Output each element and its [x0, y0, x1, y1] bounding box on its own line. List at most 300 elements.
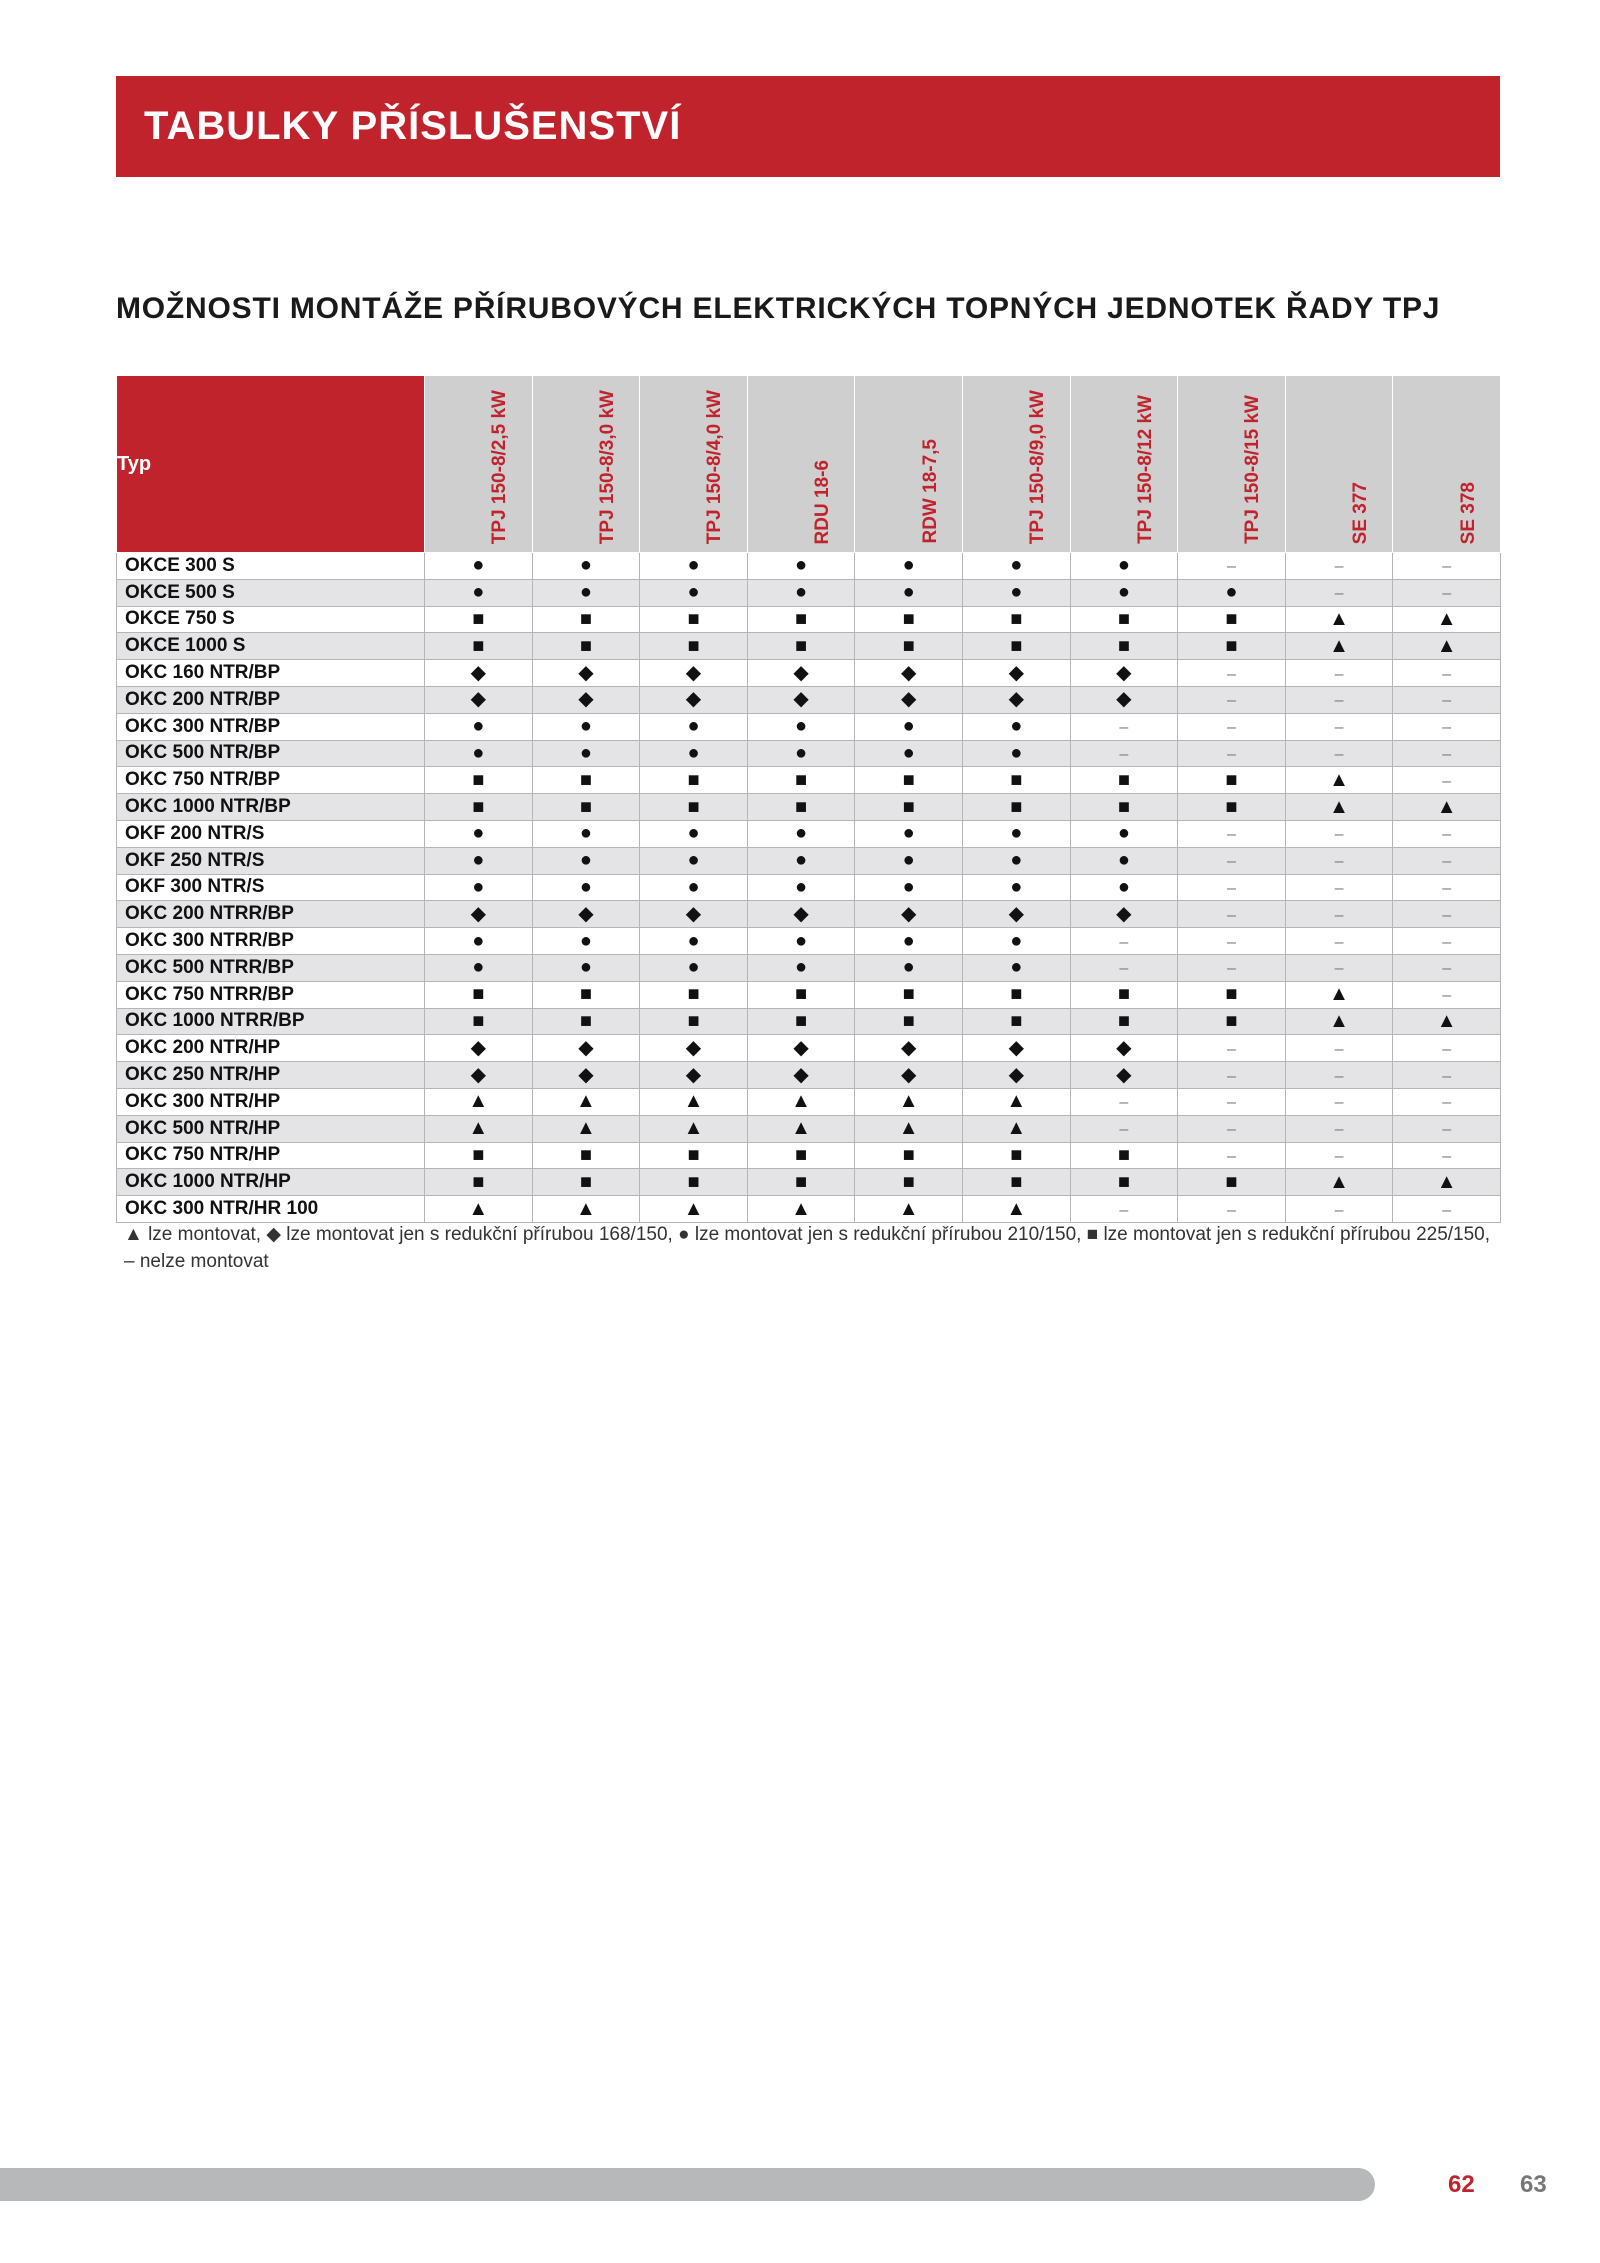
compatibility-cell: [1070, 874, 1178, 901]
page-number-right: 63: [1520, 2171, 1547, 2198]
compatibility-symbol: ●: [579, 554, 592, 577]
compatibility-cell: [640, 606, 748, 633]
compatibility-symbol: ●: [472, 822, 485, 845]
row-type-label: OKC 200 NTRR/BP: [117, 901, 425, 928]
compatibility-symbol: ■: [902, 983, 915, 1006]
compatibility-cell: [855, 686, 963, 713]
compatibility-cell: [532, 1008, 640, 1035]
table-row: [117, 713, 1501, 740]
compatibility-symbol: ■: [902, 768, 915, 791]
compatibility-symbol: ◆: [1008, 661, 1024, 684]
compatibility-cell: [425, 633, 533, 660]
compatibility-cell: [855, 794, 963, 821]
compatibility-cell: [747, 847, 855, 874]
compatibility-symbol: ▲: [1329, 607, 1349, 630]
compatibility-symbol: ◆: [685, 661, 702, 684]
compatibility-symbol: –: [1334, 1067, 1344, 1085]
compatibility-cell: [532, 874, 640, 901]
compatibility-cell: [532, 901, 640, 928]
compatibility-symbol: ●: [1117, 581, 1130, 604]
compatibility-cell: [1285, 1062, 1393, 1089]
compatibility-cell: [1178, 928, 1286, 955]
compatibility-symbol: ■: [579, 795, 592, 818]
compatibility-symbol: ●: [1010, 849, 1023, 872]
compatibility-symbol: ◆: [470, 1036, 486, 1059]
compatibility-cell: [747, 1142, 855, 1169]
compatibility-symbol: ▲: [1436, 607, 1457, 630]
compatibility-cell: [532, 847, 640, 874]
compatibility-cell: [640, 767, 748, 794]
compatibility-cell: [962, 1088, 1070, 1115]
compatibility-cell: [962, 1169, 1070, 1196]
compatibility-symbol: ■: [1117, 1009, 1130, 1032]
compatibility-symbol: –: [1227, 745, 1236, 763]
compatibility-symbol: –: [1442, 692, 1452, 710]
compatibility-cell: [1178, 660, 1286, 687]
compatibility-cell: [1393, 981, 1501, 1008]
compatibility-symbol: ■: [472, 607, 485, 630]
compatibility-cell: [425, 686, 533, 713]
compatibility-cell: [1393, 1142, 1501, 1169]
compatibility-cell: [1285, 633, 1393, 660]
compatibility-cell: [855, 874, 963, 901]
compatibility-cell: [1285, 713, 1393, 740]
compatibility-cell: [855, 1142, 963, 1169]
compatibility-symbol: ■: [1117, 607, 1130, 630]
compatibility-symbol: ●: [902, 875, 915, 898]
compatibility-symbol: ■: [902, 795, 915, 818]
compatibility-symbol: ◆: [793, 902, 809, 925]
compatibility-cell: [1393, 794, 1501, 821]
compatibility-symbol: ▲: [1436, 634, 1457, 657]
compatibility-cell: [1393, 767, 1501, 794]
compatibility-symbol: ●: [1010, 741, 1023, 764]
compatibility-cell: [640, 794, 748, 821]
compatibility-symbol: ●: [795, 554, 808, 577]
compatibility-symbol: ■: [472, 634, 485, 657]
row-type-label: OKC 300 NTR/HP: [117, 1088, 425, 1115]
compatibility-symbol: ●: [472, 741, 485, 764]
compatibility-symbol: ■: [472, 1170, 485, 1193]
compatibility-cell: [1393, 713, 1501, 740]
compatibility-cell: [1285, 767, 1393, 794]
compatibility-symbol: ▲: [468, 1090, 489, 1113]
compatibility-symbol: –: [1334, 853, 1344, 871]
compatibility-cell: [532, 660, 640, 687]
table-row: [117, 553, 1501, 580]
compatibility-cell: [1070, 660, 1178, 687]
compatibility-cell: [425, 553, 533, 580]
compatibility-cell: [425, 1142, 533, 1169]
compatibility-cell: [640, 820, 748, 847]
compatibility-cell: [532, 1169, 640, 1196]
compatibility-symbol: ■: [1225, 795, 1238, 818]
compatibility-symbol: ●: [472, 875, 485, 898]
compatibility-symbol: –: [1334, 1094, 1344, 1112]
compatibility-symbol: ■: [579, 1170, 592, 1193]
compatibility-cell: [962, 579, 1070, 606]
compatibility-symbol: –: [1442, 960, 1452, 978]
table-row: [117, 981, 1501, 1008]
compatibility-cell: [962, 553, 1070, 580]
compatibility-symbol: ◆: [578, 688, 594, 711]
compatibility-symbol: ●: [472, 929, 485, 952]
compatibility-cell: [1393, 660, 1501, 687]
table-row: [117, 954, 1501, 981]
compatibility-cell: [747, 553, 855, 580]
compatibility-symbol: ●: [1225, 581, 1238, 604]
compatibility-cell: [425, 1169, 533, 1196]
row-type-label: OKC 500 NTR/BP: [117, 740, 425, 767]
table-body: [117, 553, 1501, 1223]
compatibility-cell: [1393, 928, 1501, 955]
compatibility-symbol: ◆: [1008, 902, 1024, 925]
compatibility-symbol: ●: [687, 554, 700, 577]
compatibility-cell: [855, 1035, 963, 1062]
compatibility-cell: [962, 606, 1070, 633]
compatibility-cell: [640, 660, 748, 687]
compatibility-symbol: –: [1227, 558, 1236, 576]
compatibility-cell: [425, 1115, 533, 1142]
compatibility-symbol: –: [1227, 879, 1236, 897]
row-type-label: OKF 300 NTR/S: [117, 874, 425, 901]
compatibility-cell: [962, 713, 1070, 740]
compatibility-cell: [855, 713, 963, 740]
compatibility-cell: [1070, 1088, 1178, 1115]
row-type-label: OKF 200 NTR/S: [117, 820, 425, 847]
compatibility-symbol: –: [1227, 933, 1236, 951]
compatibility-symbol: –: [1442, 853, 1452, 871]
compatibility-symbol: ●: [687, 956, 700, 979]
compatibility-cell: [1393, 820, 1501, 847]
compatibility-cell: [1178, 981, 1286, 1008]
compatibility-cell: [1070, 553, 1178, 580]
compatibility-cell: [1285, 928, 1393, 955]
compatibility-cell: [1285, 1088, 1393, 1115]
compatibility-cell: [855, 767, 963, 794]
compatibility-symbol: ▲: [791, 1197, 811, 1220]
compatibility-symbol: ■: [579, 1143, 592, 1166]
compatibility-symbol: ●: [1117, 849, 1130, 872]
column-header-label: TPJ 150-8/3,0 kW: [596, 389, 618, 544]
compatibility-cell: [425, 820, 533, 847]
compatibility-symbol: ■: [795, 983, 808, 1006]
compatibility-symbol: ■: [1010, 607, 1023, 630]
compatibility-symbol: –: [1334, 1201, 1344, 1219]
compatibility-symbol: ●: [472, 715, 485, 738]
compatibility-symbol: ▲: [791, 1117, 811, 1140]
section-title: MOŽNOSTI MONTÁŽE PŘÍRUBOVÝCH ELEKTRICKÝCH TOPNÝCH JEDNOTEK ŘADY TPJ: [116, 292, 1441, 325]
compatibility-cell: [532, 579, 640, 606]
compatibility-symbol: ◆: [685, 1063, 702, 1086]
compatibility-symbol: –: [1442, 665, 1452, 683]
compatibility-symbol: ■: [1010, 1170, 1023, 1193]
compatibility-cell: [425, 981, 533, 1008]
compatibility-cell: [747, 874, 855, 901]
compatibility-cell: [747, 1062, 855, 1089]
compatibility-symbol: ◆: [793, 1036, 809, 1059]
table-row: [117, 767, 1501, 794]
column-header: [1070, 376, 1178, 553]
compatibility-symbol: ■: [687, 795, 700, 818]
compatibility-cell: [1070, 1062, 1178, 1089]
compatibility-symbol: ●: [902, 956, 915, 979]
compatibility-cell: [532, 713, 640, 740]
compatibility-symbol: ●: [795, 715, 808, 738]
compatibility-cell: [1178, 820, 1286, 847]
compatibility-symbol: ◆: [1116, 1036, 1132, 1059]
compatibility-cell: [1178, 1115, 1286, 1142]
row-type-label: OKC 500 NTRR/BP: [117, 954, 425, 981]
compatibility-cell: [1178, 1196, 1286, 1223]
compatibility-cell: [425, 1035, 533, 1062]
compatibility-symbol: –: [1442, 772, 1452, 790]
compatibility-cell: [747, 1008, 855, 1035]
compatibility-symbol: –: [1227, 1094, 1236, 1112]
compatibility-cell: [962, 1035, 1070, 1062]
compatibility-symbol: ▲: [1006, 1090, 1027, 1113]
column-header-label: TPJ 150-8/2,5 kW: [489, 389, 511, 544]
compatibility-cell: [640, 633, 748, 660]
compatibility-cell: [640, 928, 748, 955]
compatibility-cell: [747, 954, 855, 981]
compatibility-symbol: ●: [902, 929, 915, 952]
compatibility-cell: [1285, 901, 1393, 928]
column-header: [855, 376, 963, 553]
compatibility-cell: [962, 901, 1070, 928]
compatibility-cell: [855, 928, 963, 955]
compatibility-cell: [1070, 1115, 1178, 1142]
table-row: [117, 1062, 1501, 1089]
compatibility-symbol: –: [1227, 665, 1236, 683]
compatibility-symbol: ●: [795, 581, 808, 604]
compatibility-cell: [1285, 874, 1393, 901]
compatibility-cell: [640, 1142, 748, 1169]
compatibility-symbol: ■: [1117, 1170, 1130, 1193]
row-type-label: OKC 200 NTR/BP: [117, 686, 425, 713]
compatibility-cell: [1070, 767, 1178, 794]
compatibility-symbol: ■: [472, 795, 485, 818]
compatibility-symbol: –: [1119, 960, 1129, 978]
compatibility-symbol: ●: [687, 929, 700, 952]
row-type-label: OKC 500 NTR/HP: [117, 1115, 425, 1142]
compatibility-symbol: ●: [902, 581, 915, 604]
compatibility-symbol: ●: [472, 554, 485, 577]
table-row: [117, 686, 1501, 713]
compatibility-symbol: ■: [902, 1009, 915, 1032]
row-type-label: OKC 250 NTR/HP: [117, 1062, 425, 1089]
compatibility-symbol: –: [1227, 1201, 1236, 1219]
compatibility-cell: [962, 660, 1070, 687]
compatibility-cell: [640, 553, 748, 580]
compatibility-symbol: ●: [902, 554, 915, 577]
compatibility-cell: [1178, 901, 1286, 928]
row-type-label: OKC 300 NTRR/BP: [117, 928, 425, 955]
compatibility-cell: [1285, 820, 1393, 847]
compatibility-cell: [1070, 1035, 1178, 1062]
compatibility-symbol: ●: [579, 956, 592, 979]
compatibility-cell: [425, 847, 533, 874]
compatibility-symbol: ■: [687, 1143, 700, 1166]
row-type-label: OKC 160 NTR/BP: [117, 660, 425, 687]
compatibility-cell: [1285, 606, 1393, 633]
compatibility-cell: [747, 633, 855, 660]
compatibility-symbol: ●: [579, 581, 592, 604]
compatibility-symbol: ▲: [898, 1117, 919, 1140]
compatibility-cell: [1393, 740, 1501, 767]
compatibility-symbol: ●: [472, 956, 485, 979]
table-row: [117, 740, 1501, 767]
compatibility-symbol: ●: [902, 715, 915, 738]
compatibility-symbol: ■: [472, 768, 485, 791]
compatibility-symbol: ■: [795, 795, 808, 818]
table-row: [117, 660, 1501, 687]
compatibility-cell: [1285, 1196, 1393, 1223]
compatibility-cell: [425, 606, 533, 633]
compatibility-cell: [532, 1142, 640, 1169]
compatibility-symbol: ▲: [468, 1197, 489, 1220]
compatibility-cell: [640, 1008, 748, 1035]
compatibility-cell: [1178, 633, 1286, 660]
compatibility-cell: [1178, 686, 1286, 713]
column-header: [1393, 376, 1501, 553]
page-number-left: 62: [1448, 2171, 1475, 2198]
compatibility-cell: [425, 901, 533, 928]
compatibility-cell: [1178, 1142, 1286, 1169]
row-type-label: OKF 250 NTR/S: [117, 847, 425, 874]
compatibility-cell: [1178, 767, 1286, 794]
compatibility-symbol: ◆: [470, 1063, 486, 1086]
compatibility-symbol: –: [1227, 1040, 1236, 1058]
compatibility-symbol: ▲: [1329, 1170, 1349, 1193]
compatibility-cell: [640, 686, 748, 713]
compatibility-symbol: ●: [795, 956, 808, 979]
compatibility-symbol: ■: [472, 1143, 485, 1166]
compatibility-cell: [855, 847, 963, 874]
compatibility-symbol: –: [1442, 826, 1452, 844]
compatibility-symbol: ■: [902, 634, 915, 657]
compatibility-cell: [962, 1196, 1070, 1223]
compatibility-cell: [1070, 633, 1178, 660]
compatibility-symbol: –: [1442, 585, 1452, 603]
compatibility-cell: [855, 981, 963, 1008]
compatibility-cell: [1070, 954, 1178, 981]
compatibility-cell: [1393, 874, 1501, 901]
compatibility-cell: [1070, 740, 1178, 767]
compatibility-symbol: –: [1442, 879, 1452, 897]
compatibility-symbol: ◆: [578, 1036, 594, 1059]
compatibility-cell: [747, 928, 855, 955]
compatibility-symbol: ●: [795, 929, 808, 952]
compatibility-symbol: ■: [795, 768, 808, 791]
compatibility-symbol: –: [1334, 906, 1344, 924]
compatibility-cell: [640, 713, 748, 740]
compatibility-cell: [1178, 1035, 1286, 1062]
compatibility-symbol: ●: [687, 822, 700, 845]
compatibility-cell: [747, 901, 855, 928]
compatibility-cell: [425, 794, 533, 821]
table-row: [117, 1088, 1501, 1115]
compatibility-cell: [640, 1115, 748, 1142]
compatibility-symbol: ▲: [898, 1197, 919, 1220]
row-type-label: OKC 1000 NTR/HP: [117, 1169, 425, 1196]
compatibility-cell: [1285, 686, 1393, 713]
compatibility-cell: [425, 1008, 533, 1035]
compatibility-cell: [1070, 928, 1178, 955]
compatibility-cell: [962, 954, 1070, 981]
compatibility-cell: [1178, 847, 1286, 874]
compatibility-symbol: –: [1442, 906, 1452, 924]
compatibility-cell: [747, 740, 855, 767]
compatibility-symbol: –: [1442, 558, 1452, 576]
compatibility-symbol: –: [1119, 933, 1129, 951]
compatibility-symbol: ●: [1010, 822, 1023, 845]
compatibility-cell: [962, 874, 1070, 901]
compatibility-cell: [855, 1196, 963, 1223]
compatibility-cell: [1178, 606, 1286, 633]
compatibility-cell: [1393, 1115, 1501, 1142]
compatibility-symbol: ◆: [1008, 688, 1024, 711]
compatibility-cell: [532, 740, 640, 767]
compatibility-cell: [640, 874, 748, 901]
column-header-label: SE 378: [1457, 481, 1479, 544]
compatibility-cell: [532, 954, 640, 981]
compatibility-cell: [1393, 633, 1501, 660]
compatibility-cell: [640, 1088, 748, 1115]
compatibility-symbol: ■: [687, 768, 700, 791]
compatibility-symbol: ▲: [1006, 1117, 1027, 1140]
compatibility-symbol: ■: [1225, 1009, 1238, 1032]
compatibility-cell: [532, 767, 640, 794]
compatibility-cell: [1178, 1169, 1286, 1196]
column-header: [532, 376, 640, 553]
compatibility-cell: [1393, 606, 1501, 633]
compatibility-symbol: –: [1227, 853, 1236, 871]
compatibility-cell: [1393, 579, 1501, 606]
column-header-label: RDU 18-6: [812, 459, 834, 544]
compatibility-symbol: ■: [1010, 1143, 1023, 1166]
compatibility-symbol: ◆: [1008, 1063, 1024, 1086]
compatibility-cell: [425, 740, 533, 767]
row-type-label: OKCE 500 S: [117, 579, 425, 606]
footer-bar: [0, 2168, 1375, 2201]
compatibility-cell: [747, 660, 855, 687]
compatibility-symbol: ●: [902, 849, 915, 872]
table-row: [117, 1115, 1501, 1142]
row-type-label: OKCE 300 S: [117, 553, 425, 580]
compatibility-symbol: ◆: [900, 1036, 917, 1059]
compatibility-symbol: ■: [579, 607, 592, 630]
compatibility-symbol: ■: [1117, 768, 1130, 791]
compatibility-symbol: ■: [1010, 768, 1023, 791]
table-row: [117, 606, 1501, 633]
compatibility-cell: [1070, 606, 1178, 633]
table-row: [117, 579, 1501, 606]
compatibility-cell: [1285, 847, 1393, 874]
compatibility-cell: [1070, 579, 1178, 606]
compatibility-symbol: ▲: [683, 1117, 704, 1140]
compatibility-cell: [962, 1008, 1070, 1035]
compatibility-symbol: ▲: [575, 1090, 596, 1113]
compatibility-cell: [962, 928, 1070, 955]
compatibility-symbol: ●: [795, 741, 808, 764]
compatibility-symbol: ■: [687, 607, 700, 630]
compatibility-cell: [747, 767, 855, 794]
compatibility-cell: [1285, 1169, 1393, 1196]
compatibility-cell: [640, 1169, 748, 1196]
compatibility-symbol: –: [1334, 585, 1344, 603]
compatibility-cell: [855, 954, 963, 981]
